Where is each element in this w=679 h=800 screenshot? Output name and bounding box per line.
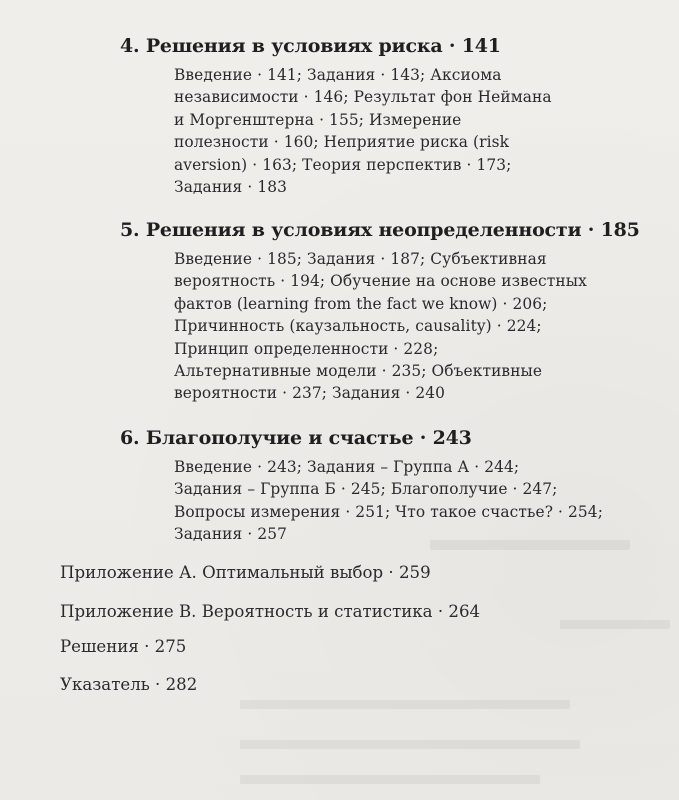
toc-solutions: Решения · 275 bbox=[60, 637, 187, 656]
subsection-line: полезности · 160; Неприятие риска (risk bbox=[174, 133, 510, 152]
subsection-line: Задания · 183 bbox=[174, 178, 287, 197]
chapter-subsections bbox=[174, 248, 660, 405]
subsection-line: Вопросы измерения · 251; Что такое счастье? · 254; bbox=[174, 502, 603, 521]
chapter-title: 5. Решения в условиях неопределенности · 185 bbox=[120, 219, 640, 241]
bleed-through-mark bbox=[240, 700, 570, 709]
subsection-line: Задания – Группа Б · 245; Благополучие · 247; bbox=[174, 480, 558, 499]
subsection-line: фактов (learning from the fact we know) · 206; bbox=[174, 294, 548, 313]
subsection-line: Задания · 257 bbox=[174, 525, 287, 544]
toc-appendix-a: Приложение А. Оптимальный выбор · 259 bbox=[60, 563, 431, 582]
toc-chapter-6 bbox=[120, 426, 660, 546]
chapter-title: 4. Решения в условиях риска · 141 bbox=[120, 35, 501, 57]
subsection-line: Введение · 141; Задания · 143; Аксиома bbox=[174, 66, 502, 84]
subsection-line: Альтернативные модели · 235; Объективные bbox=[174, 362, 543, 381]
subsection-line: aversion) · 163; Теория перспектив · 173; bbox=[174, 155, 512, 174]
bleed-through-mark bbox=[560, 620, 670, 629]
subsection-line: Принцип определенности · 228; bbox=[174, 339, 439, 358]
toc-chapter-4 bbox=[120, 34, 660, 198]
bleed-through-mark bbox=[240, 740, 580, 749]
subsection-line: независимости · 146; Результат фон Неймана bbox=[174, 88, 552, 107]
chapter-subsections bbox=[174, 64, 660, 198]
chapter-title: 6. Благополучие и счастье · 243 bbox=[120, 427, 472, 449]
subsection-line: Причинность (каузальность, causality) · 224; bbox=[174, 317, 542, 336]
subsection-line: и Моргенштерна · 155; Измерение bbox=[174, 110, 462, 129]
bleed-through-mark bbox=[240, 775, 540, 784]
subsection-line: Введение · 243; Задания – Группа А · 244; bbox=[174, 458, 520, 476]
toc-chapter-5 bbox=[120, 218, 660, 405]
subsection-line: Введение · 185; Задания · 187; Субъективная bbox=[174, 250, 547, 268]
chapter-subsections bbox=[174, 456, 660, 546]
toc-appendix-b: Приложение В. Вероятность и статистика · 264 bbox=[60, 602, 481, 621]
subsection-line: вероятность · 194; Обучение на основе известных bbox=[174, 272, 587, 291]
toc-index: Указатель · 282 bbox=[60, 675, 198, 694]
subsection-line: вероятности · 237; Задания · 240 bbox=[174, 384, 446, 403]
